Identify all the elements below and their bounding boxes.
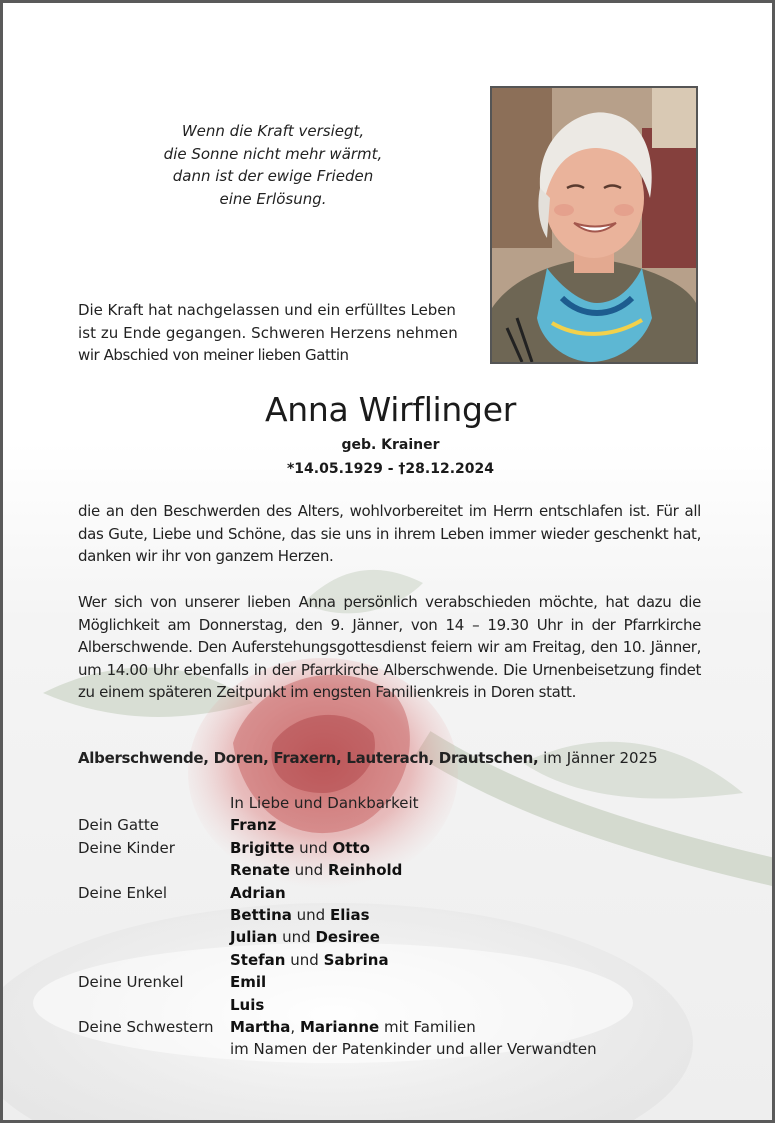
family-row xyxy=(78,1038,718,1060)
life-dates: *14.05.1929 - †28.12.2024 xyxy=(286,461,494,477)
verse-line: die Sonne nicht mehr wärmt, xyxy=(163,144,383,163)
family-row xyxy=(78,1016,718,1038)
family-row xyxy=(78,904,718,926)
verse-line: dann ist der ewige Frieden xyxy=(172,167,374,185)
family-member: Desiree xyxy=(315,928,380,947)
deceased-name: Anna Wirflinger xyxy=(265,390,516,429)
family-row xyxy=(78,814,718,836)
verse xyxy=(123,120,423,210)
family-member: Emil xyxy=(230,973,267,992)
gratitude-paragraph: die an den Beschwerden des Alters, wohlvorbereitet im Herrn entschlafen ist. Für all das Gute, Liebe und Schöne, das sie uns in ihrem Leben immer wieder geschenkt hat, danken wir ihr von ganzem Herzen. xyxy=(78,502,701,565)
family-heading: In Liebe und Dankbarkeit xyxy=(230,794,419,812)
relation-label: Deine Kinder xyxy=(78,838,175,857)
family-member: Luis xyxy=(230,995,265,1014)
family-member: Brigitte xyxy=(230,838,295,857)
family-member: Bettina xyxy=(230,905,292,924)
place-and-date xyxy=(78,747,728,770)
and-word: und xyxy=(296,905,326,924)
and-word: und xyxy=(282,928,311,947)
intro-text xyxy=(78,299,473,367)
family-member: Elias xyxy=(330,905,370,924)
family-row xyxy=(78,949,718,971)
relation-label: Deine Enkel xyxy=(78,883,167,902)
family-row xyxy=(78,792,718,814)
family-row xyxy=(78,882,718,904)
sisters-suffix: mit Familien xyxy=(384,1017,476,1036)
date-text: im Jänner 2025 xyxy=(543,749,658,767)
portrait-illustration xyxy=(492,88,696,362)
family-member: Sabrina xyxy=(323,950,389,969)
maiden-name: geb. Krainer xyxy=(341,437,440,453)
and-word: und xyxy=(294,861,324,880)
closing-line: im Namen der Patenkinder und aller Verwandten xyxy=(230,1040,597,1059)
intro-line: ist zu Ende gegangen. Schweren Herzens nehmen xyxy=(78,323,458,342)
relation-label: Deine Urenkel xyxy=(78,973,184,992)
family-list xyxy=(78,792,718,1061)
places: Alberschwende, Doren, Fraxern, Lauterach, Drautschen, xyxy=(78,749,539,767)
verse-line: Wenn die Kraft versiegt, xyxy=(181,122,365,140)
family-row xyxy=(78,994,718,1016)
family-member: Renate xyxy=(230,861,290,880)
relation-label: Dein Gatte xyxy=(78,816,160,835)
intro-line: Die Kraft hat nachgelassen und ein erfülltes Leben xyxy=(78,301,456,319)
family-member: Adrian xyxy=(230,883,286,902)
portrait-photo xyxy=(490,86,698,364)
family-member: Martha xyxy=(230,1017,291,1036)
separator: , xyxy=(290,1017,296,1036)
family-row xyxy=(78,837,718,859)
family-row xyxy=(78,971,718,993)
family-member: Julian xyxy=(230,928,278,947)
verse-line: eine Erlösung. xyxy=(219,189,327,208)
family-row xyxy=(78,926,718,948)
and-word: und xyxy=(299,838,328,857)
relation-label: Deine Schwestern xyxy=(78,1017,214,1036)
family-member: Stefan xyxy=(230,950,286,969)
family-member: Reinhold xyxy=(327,861,403,880)
family-row xyxy=(78,859,718,881)
and-word: und xyxy=(290,950,319,969)
family-member: Franz xyxy=(230,816,277,835)
family-member: Otto xyxy=(332,838,370,857)
intro-line: wir Abschied von meiner lieben Gattin xyxy=(78,346,349,364)
family-member: Marianne xyxy=(299,1017,380,1036)
farewell-details-paragraph: Wer sich von unserer lieben Anna persönlich verabschieden möchte, hat dazu die Möglichkeit am Donnerstag, den 9. Jänner, von 14 – 19.30 Uhr in der Pfarrkirche Alberschwende. Den Auferstehungsgottesdienst feiern wir am Freitag, den 10. Jänner, um 14.00 Uhr ebenfalls in der Pfarrkirche Alberschwende. Die Urnenbeisetzung findet zu einem späteren Zeitpunkt im engsten Familienkreis in Doren statt. xyxy=(78,593,701,701)
